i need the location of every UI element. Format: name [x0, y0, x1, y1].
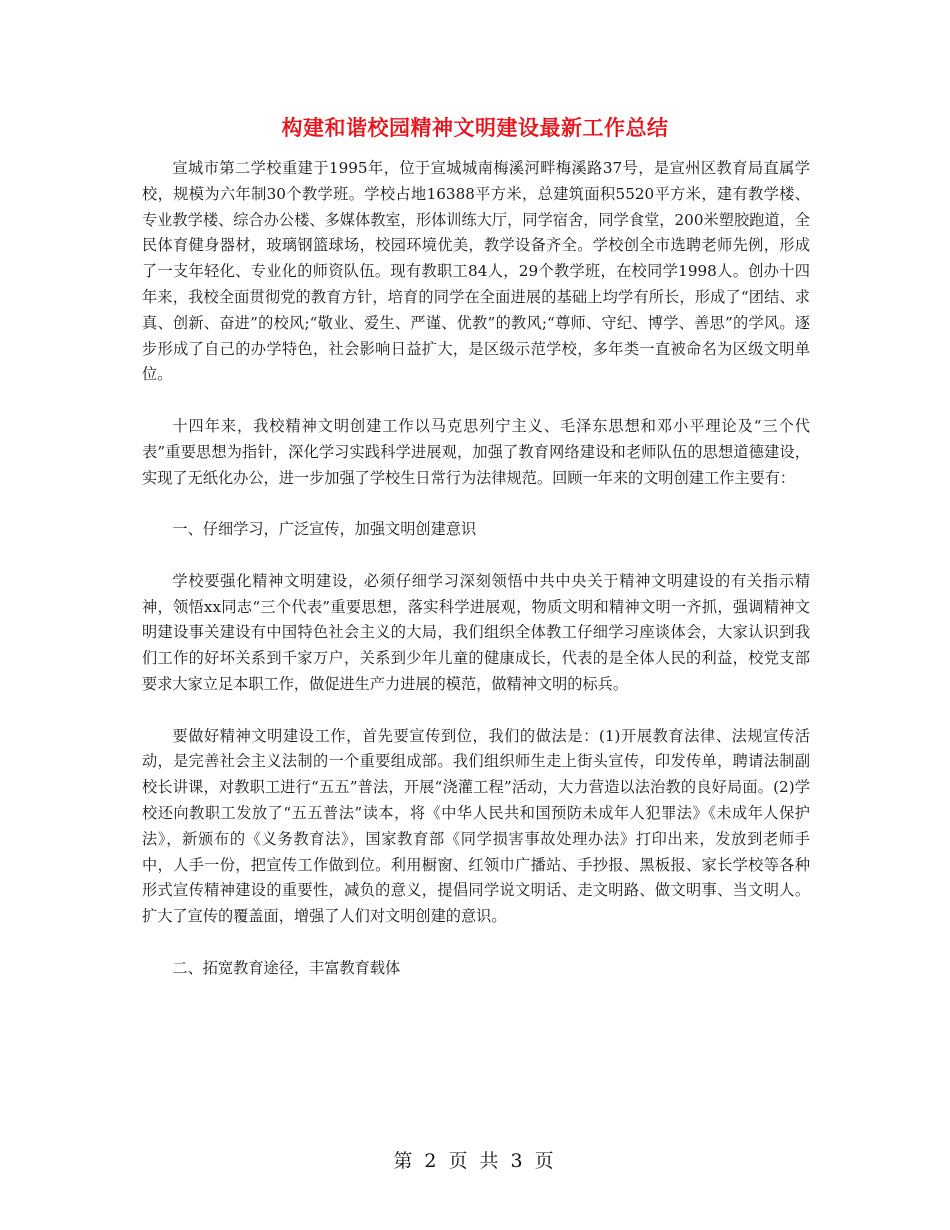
document-title: 构建和谐校园精神文明建设最新工作总结 — [281, 115, 669, 140]
page-footer: 第 2 页 共 3 页 — [393, 1150, 557, 1172]
paragraph-study: 学校要强化精神文明建设，必须仔细学习深刻领悟中共中央关于精神文明建设的有关指示精神，领悟xx同志“三个代表”重要思想，落实科学进展观，物质文明和精神文明一齐抓，强调精神文明建设事关建设有中国特色社会主义的大局，我们组织全体教工仔细学习座谈体会，大家认识到我们工作的好坏关系到千家万户，关系到少年儿童的健康成长，代表的是全体人民的利益，校党支部要求大家立足本职工作，做促进生产力进展的模范，做精神文明的标兵。 — [142, 571, 810, 693]
paragraph-fourteen-years: 十四年来，我校精神文明创建工作以马克思列宁主义、毛泽东思想和邓小平理论及“三个代表”重要思想为指针，深化学习实践科学进展观，加强了教育网络建设和老师队伍的思想道德建设，实现了无纸化办公，进一步加强了学校生日常行为法律规范。回顾一年来的文明创建工作主要有： — [142, 416, 810, 487]
section-heading-2: 二、拓宽教育途径，丰富教育载体 — [172, 958, 401, 977]
section-heading-1: 一、仔细学习，广泛宣传，加强文明创建意识 — [172, 520, 477, 539]
document-body — [142, 156, 810, 1007]
paragraph-school-intro: 宣城市第二学校重建于1995年，位于宣城城南梅溪河畔梅溪路37号，是宣州区教育局直属学校，规模为六年制30个教学班。学校占地16388平方米，总建筑面积5520平方米，建有教学楼、专业教学楼、综合办公楼、多媒体教室，形体训练大厅，同学宿舍，同学食堂，200米塑胶跑道，全民体育健身器材，玻璃钢篮球场，校园环境优美，教学设备齐全。学校创全市选聘老师先例，形成了一支年轻化、专业化的师资队伍。现有教职工84人，29个教学班，在校同学1998人。创办十四年来，我校全面贯彻党的教育方针，培育的同学在全面进展的基础上均学有所长，形成了“团结、求真、创新、奋进”的校风;“敬业、爱生、严谨、优教”的教风;“尊师、守纪、博学、善思”的学风。逐步形成了自己的办学特色，社会影响日益扩大，是区级示范学校，多年类一直被命名为区级文明单位。 — [142, 159, 810, 384]
paragraph-publicity: 要做好精神文明建设工作，首先要宣传到位，我们的做法是：(1)开展教育法律、法规宣传活动，是完善社会主义法制的一个重要组成部。我们组织师生走上街头宣传，印发传单，聘请法制副校长讲课，对教职工进行“五五”普法，开展“浇灌工程”活动，大力营造以法治教的良好局面。(2)学校还向教职工发放了“五五普法”读本，将《中华人民共和国预防未成年人犯罪法》《未成年人保护法》，新颁布的《义务教育法》，国家教育部《同学损害事故处理办法》打印出来，发放到老师手中，人手一份，把宣传工作做到位。利用橱窗、红领巾广播站、手抄报、黑板报、家长学校等各种形式宣传精神建设的重要性，减负的意义，提倡同学说文明话、走文明路、做文明事、当文明人。扩大了宣传的覆盖面，增强了人们对文明创建的意识。 — [142, 726, 810, 926]
